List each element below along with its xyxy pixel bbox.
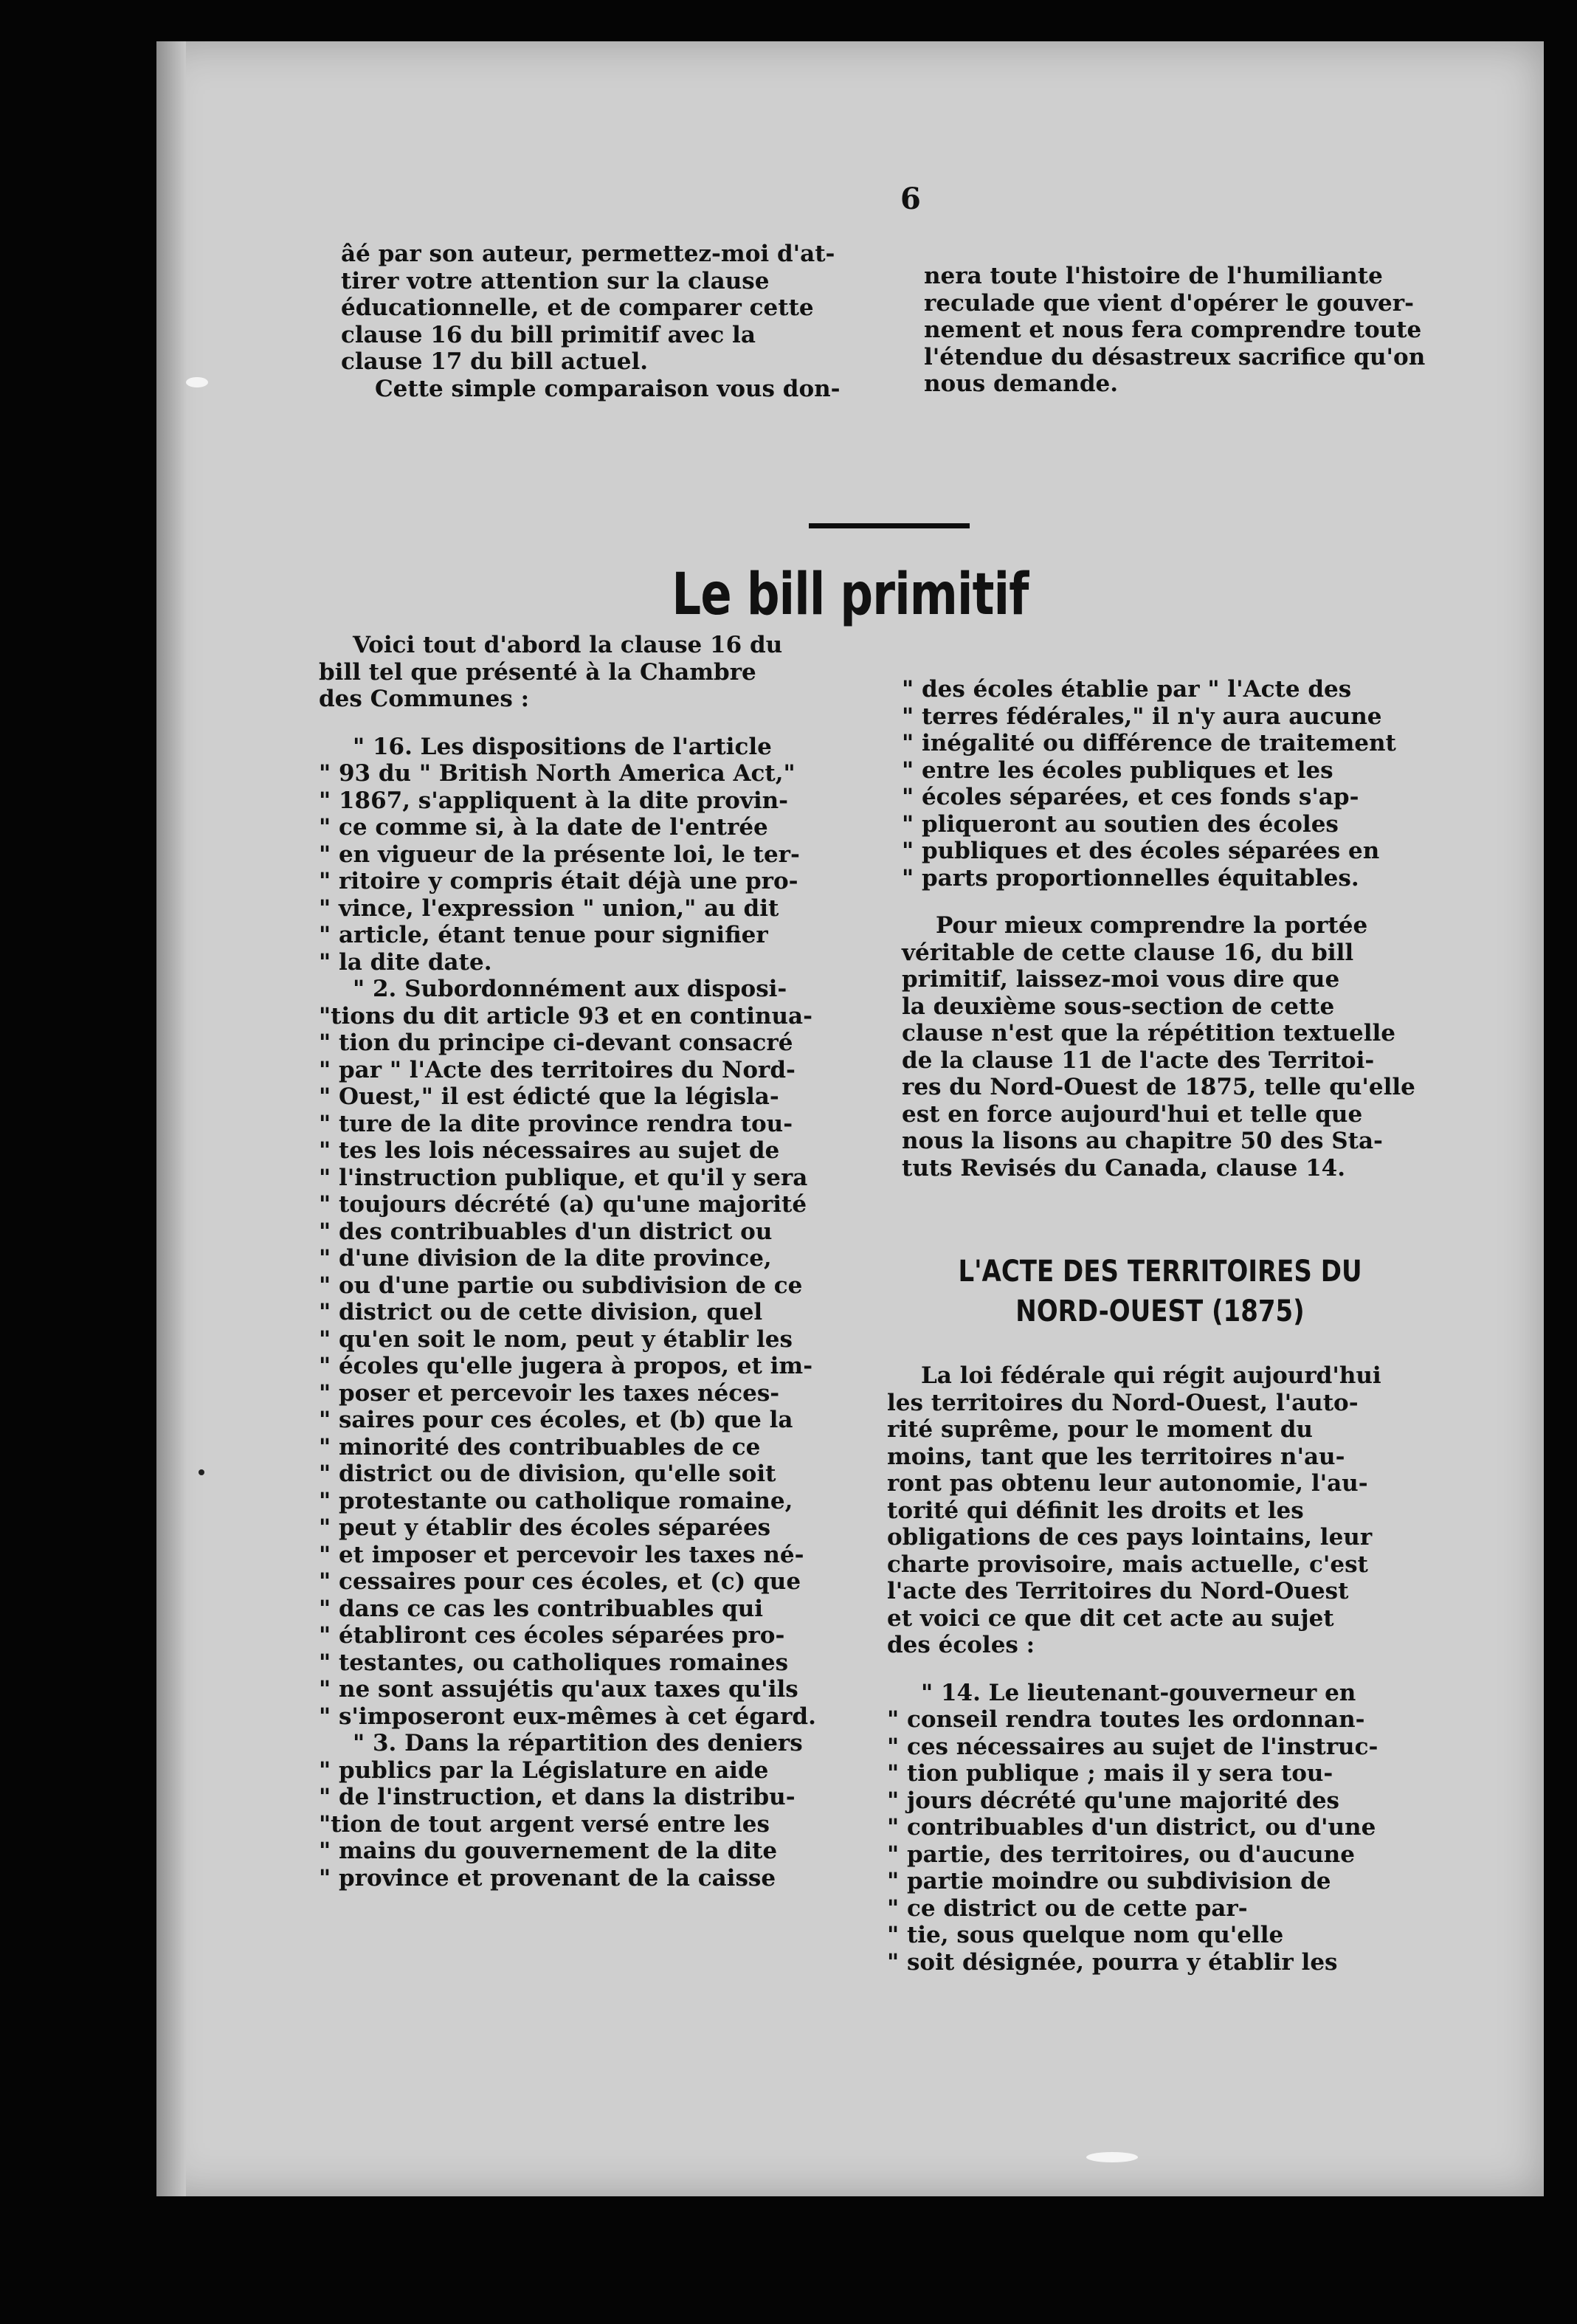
text-line: " qu'en soit le nom, peut y établir les [319, 1325, 793, 1353]
text-line: " en vigueur de la présente loi, le ter- [319, 841, 800, 868]
text-line: "tion de tout argent versé entre les [319, 1810, 770, 1838]
text-line: " pliqueront au soutien des écoles [902, 810, 1339, 838]
text-line: ront pas obtenu leur autonomie, l'au- [887, 1470, 1368, 1497]
text-line: est en force aujourd'hui et telle que [902, 1100, 1363, 1128]
text-line: " de l'instruction, et dans la distribu- [319, 1784, 796, 1810]
text-line: " la dite date. [319, 948, 492, 976]
text-line: " des contribuables d'un district ou [319, 1218, 773, 1245]
text-line: " testantes, ou catholiques romaines [319, 1649, 789, 1676]
text-line: " parts proportionnelles équitables. [902, 864, 1359, 892]
text-line: " 3. Dans la répartition des deniers [353, 1730, 803, 1756]
text-line: " partie, des territoires, ou d'aucune [887, 1841, 1355, 1868]
text-line: " mains du gouvernement de la dite [319, 1838, 778, 1864]
text-line: " 14. Le lieutenant-gouverneur en [921, 1679, 1356, 1706]
text-line: " ritoire y compris était déjà une pro- [319, 868, 798, 894]
text-line: nous la lisons au chapitre 50 des Sta- [902, 1128, 1383, 1154]
text-line: " cessaires pour ces écoles, et (c) que [319, 1568, 801, 1595]
text-line: clause 16 du bill primitif avec la [341, 321, 756, 348]
right-column-top [902, 676, 1466, 1182]
text-line: " écoles qu'elle jugera à propos, et im- [319, 1353, 813, 1379]
text-line: " vince, l'expression " union," au dit [319, 894, 779, 922]
text-line: " publics par la Législature en aide [319, 1756, 769, 1784]
text-line: " tie, sous quelque nom qu'elle [887, 1922, 1284, 1948]
text-line: obligations de ces pays lointains, leur [887, 1524, 1373, 1551]
text-line: primitif, laissez-moi vous dire que [902, 966, 1340, 993]
text-line: clause 17 du bill actuel. [341, 348, 649, 375]
main-heading: Le bill primitif [672, 562, 1029, 628]
text-line: " ture de la dite province rendra tou- [319, 1110, 793, 1137]
text-line: des Communes : [319, 686, 530, 712]
text-line: " l'instruction publique, et qu'il y sera [319, 1164, 808, 1191]
text-line: " 2. Subordonnément aux disposi- [353, 976, 787, 1002]
text-line: l'étendue du désastreux sacrifice qu'on [924, 343, 1426, 370]
text-line: la deuxième sous-section de cette [902, 993, 1335, 1020]
text-line: " dans ce cas les contribuables qui [319, 1595, 764, 1622]
text-line: La loi fédérale qui régit aujourd'hui [921, 1362, 1381, 1389]
text-line: tirer votre attention sur la clause [341, 267, 770, 294]
text-line: " entre les écoles publiques et les [902, 756, 1333, 784]
scan-speck [186, 377, 208, 387]
text-line: " partie moindre ou subdivision de [887, 1868, 1331, 1894]
text-line: " district ou de cette division, quel [319, 1299, 763, 1325]
text-line: " jours décrété qu'une majorité des [887, 1787, 1339, 1814]
text-line: " d'une division de la dite province, [319, 1245, 772, 1272]
text-line: les territoires du Nord-Ouest, l'auto- [887, 1389, 1359, 1416]
text-line: " publiques et des écoles séparées en [902, 838, 1380, 864]
page-number: 6 [900, 182, 921, 216]
text-line: Voici tout d'abord la clause 16 du [353, 632, 783, 658]
text-line: " par " l'Acte des territoires du Nord- [319, 1056, 796, 1083]
text-line: " et imposer et percevoir les taxes né- [319, 1541, 804, 1568]
text-line: nera toute l'histoire de l'humiliante [924, 263, 1383, 289]
subheading-line: NORD-OUEST (1875) [1015, 1294, 1305, 1328]
text-line: l'acte des Territoires du Nord-Ouest [887, 1578, 1349, 1604]
text-line: " des écoles établie par " l'Acte des [902, 676, 1352, 703]
text-line: " saires pour ces écoles, et (b) que la [319, 1407, 793, 1433]
text-line: " tion du principe ci-devant consacré [319, 1030, 793, 1056]
text-line: " protestante ou catholique romaine, [319, 1487, 793, 1514]
page-binding-edge [156, 41, 186, 2196]
intro-right-column [924, 263, 1470, 398]
text-line: " tion publique ; mais il y sera tou- [887, 1760, 1333, 1787]
text-line: moins, tant que les territoires n'au- [887, 1443, 1345, 1470]
text-line: nement et nous fera comprendre toute [924, 317, 1422, 343]
text-line: " ce comme si, à la date de l'entrée [319, 814, 768, 841]
text-line: rité suprême, pour le moment du [887, 1416, 1313, 1443]
scanned-page [156, 41, 1544, 2196]
text-line: " ou d'une partie ou subdivision de ce [319, 1272, 803, 1299]
text-line: des écoles : [887, 1632, 1035, 1658]
text-line: " district ou de division, qu'elle soit [319, 1461, 776, 1487]
text-line: " toujours décrété (a) qu'une majorité [319, 1191, 807, 1218]
text-line: tuts Revisés du Canada, clause 14. [902, 1154, 1346, 1182]
text-line: âé par son auteur, permettez-moi d'at- [341, 241, 835, 267]
text-line: " 93 du " British North America Act," [319, 760, 796, 787]
right-column-bottom [887, 1362, 1452, 1976]
text-line: " ce district ou de cette par- [887, 1894, 1248, 1922]
text-line: " établiront ces écoles séparées pro- [319, 1622, 785, 1649]
text-line: torité qui définit les droits et les [887, 1497, 1304, 1524]
text-line: Pour mieux comprendre la portée [936, 912, 1368, 939]
text-line: " 1867, s'appliquent à la dite provin- [319, 787, 789, 814]
scan-speck [199, 1469, 204, 1475]
text-line: éducationnelle, et de comparer cette [341, 294, 814, 321]
text-line: charte provisoire, mais actuelle, c'est [887, 1551, 1368, 1578]
left-column [319, 632, 883, 1892]
text-line: " s'imposeront eux-mêmes à cet égard. [319, 1703, 816, 1730]
text-line: " soit désignée, pourra y établir les [887, 1948, 1338, 1976]
text-line: " tes les lois nécessaires au sujet de [319, 1137, 780, 1164]
text-line: " province et provenant de la caisse [319, 1864, 776, 1892]
section-subheading [928, 1252, 1393, 1331]
text-line: " 16. Les dispositions de l'article [353, 733, 772, 760]
text-line: nous demande. [924, 370, 1119, 397]
text-line: clause n'est que la répétition textuelle [902, 1020, 1395, 1047]
text-line: " ces nécessaires au sujet de l'instruc- [887, 1733, 1378, 1760]
text-line: " ne sont assujétis qu'aux taxes qu'ils [319, 1676, 798, 1703]
intro-left-column [341, 241, 883, 402]
text-line: reculade que vient d'opérer le gouver- [924, 289, 1414, 317]
text-line: " poser et percevoir les taxes néces- [319, 1379, 780, 1407]
text-line: " conseil rendra toutes les ordonnan- [887, 1706, 1365, 1733]
text-line: " terres fédérales," il n'y aura aucune [902, 703, 1382, 730]
text-line: véritable de cette clause 16, du bill [902, 939, 1354, 966]
section-divider [809, 523, 970, 528]
text-line: " inégalité ou différence de traitement [902, 730, 1396, 756]
scan-speck [1086, 2152, 1138, 2162]
text-line: " minorité des contribuables de ce [319, 1433, 761, 1461]
text-line: "tions du dit article 93 et en continua- [319, 1002, 812, 1030]
text-line: " Ouest," il est édicté que la législa- [319, 1083, 779, 1110]
text-line: " écoles séparées, et ces fonds s'ap- [902, 784, 1359, 810]
text-line: " contribuables d'un district, ou d'une [887, 1814, 1376, 1841]
text-line: res du Nord-Ouest de 1875, telle qu'elle [902, 1074, 1415, 1100]
text-line: de la clause 11 de l'acte des Territoi- [902, 1047, 1375, 1074]
text-line: et voici ce que dit cet acte au sujet [887, 1604, 1334, 1632]
text-line: " peut y établir des écoles séparées [319, 1514, 771, 1541]
text-line: " article, étant tenue pour signifier [319, 922, 768, 948]
text-line: Cette simple comparaison vous don- [375, 375, 841, 402]
text-line: bill tel que présenté à la Chambre [319, 658, 756, 686]
subheading-line: L'ACTE DES TERRITOIRES DU [958, 1255, 1362, 1289]
